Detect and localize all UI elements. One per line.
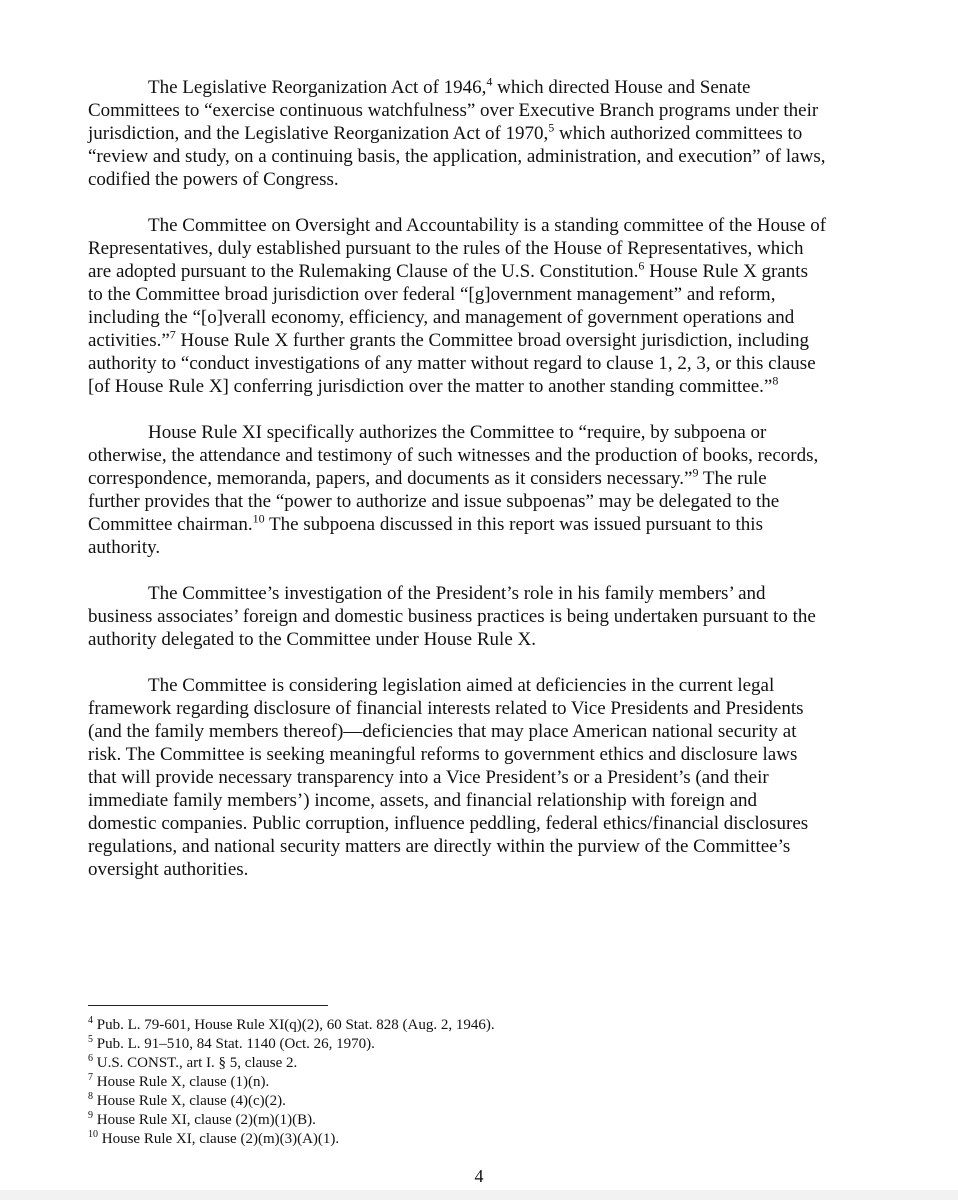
paragraph-text: House Rule X further grants the Committee broad oversight jurisdiction, including authority to “conduct investigations of any matter without regard to clause 1, 2, 3, or this clause [of House Rule X] conferring jurisdiction over the matter to another standing committee.”	[88, 330, 816, 397]
paragraph-text: The Committee’s investigation of the President’s role in his family members’ and business associates’ foreign and domestic business practices is being undertaken pursuant to the authority delegated to the Committee under House Rule X.	[88, 583, 816, 650]
footnote-ref: 8	[772, 373, 779, 388]
footnote-number: 9	[88, 1110, 93, 1121]
footnote-5	[88, 1035, 878, 1054]
footnote-text: U.S. CONST., art I. § 5, clause 2.	[93, 1055, 298, 1071]
footnote-10	[88, 1130, 878, 1149]
paragraph-text: The Committee on Oversight and Accountability is a standing committee of the House of Representatives, duly established pursuant to the rules of the House of Representatives, which are adopted pursuant to the Rulemaking Clause of the U.S. Constitution.	[88, 215, 827, 282]
footnote-7	[88, 1073, 878, 1092]
paragraph-3	[88, 421, 878, 559]
footnote-ref: 7	[169, 327, 176, 342]
footnote-number: 10	[88, 1129, 98, 1140]
paragraph-2	[88, 214, 878, 398]
footnote-6	[88, 1054, 878, 1073]
paragraph-text: The rule further provides that the “power to authorize and issue subpoenas” may be delegated to the Committee chairman.	[88, 468, 780, 535]
footnote-number: 8	[88, 1091, 93, 1102]
footnote-number: 7	[88, 1072, 93, 1083]
paragraph-4	[88, 582, 878, 651]
body-text	[88, 76, 878, 904]
page-number: 4	[474, 1166, 484, 1186]
footnote-text: House Rule XI, clause (2)(m)(3)(A)(1).	[98, 1131, 340, 1147]
page-footer-band	[0, 1190, 958, 1200]
paragraph-text: The Legislative Reorganization Act of 1946,	[148, 77, 487, 98]
footnote-number: 6	[88, 1053, 93, 1064]
paragraph-text: House Rule XI specifically authorizes the Committee to “require, by subpoena or otherwise, the attendance and testimony of such witnesses and the production of books, records, correspondence, memoranda, papers, and documents as it considers necessary.”	[88, 422, 819, 489]
footnote-text: House Rule X, clause (1)(n).	[93, 1074, 270, 1090]
footnote-separator	[88, 1005, 328, 1006]
paragraph-1	[88, 76, 878, 191]
footnote-text: House Rule XI, clause (2)(m)(1)(B).	[93, 1112, 316, 1128]
footnote-number: 5	[88, 1034, 93, 1045]
paragraph-text: The Committee is considering legislation aimed at deficiencies in the current legal framework regarding disclosure of financial interests related to Vice Presidents and Presidents (and the family members thereof)—deficiencies that may place American national security at risk. The Committee is seeking meaningful reforms to government ethics and disclosure laws that will provide necessary transparency into a Vice President’s or a President’s (and their immediate family members’) income, assets, and financial relationship with foreign and domestic companies. Public corruption, influence peddling, federal ethics/financial disclosures regulations, and national security matters are directly within the purview of the Committee’s oversight authorities.	[88, 675, 809, 880]
footnote-ref: 6	[638, 258, 645, 273]
paragraph-text: which directed House and Senate Committees to “exercise continuous watchfulness” over Executive Branch programs under their jurisdiction, and the Legislative Reorganization Act of 1970,	[88, 77, 819, 144]
footnote-ref: 4	[486, 74, 493, 89]
footnote-text: Pub. L. 79-601, House Rule XI(q)(2), 60 Stat. 828 (Aug. 2, 1946).	[93, 1017, 495, 1033]
paragraph-text: The subpoena discussed in this report was issued pursuant to this authority.	[88, 514, 763, 558]
footnotes	[88, 1016, 878, 1149]
paragraph-5	[88, 674, 878, 881]
footnote-text: House Rule X, clause (4)(c)(2).	[93, 1093, 286, 1109]
footnote-ref: 5	[548, 120, 555, 135]
paragraph-text: House Rule X grants to the Committee broad jurisdiction over federal “[g]overnment management” and reform, including the “[o]verall economy, efficiency, and management of government operations and activities.”	[88, 261, 808, 351]
footnote-9	[88, 1111, 878, 1130]
paragraph-text: which authorized committees to “review and study, on a continuing basis, the application, administration, and execution” of laws, codified the powers of Congress.	[88, 123, 826, 190]
footnote-8	[88, 1092, 878, 1111]
footnote-ref: 10	[252, 511, 265, 526]
footnote-4	[88, 1016, 878, 1035]
footnote-number: 4	[88, 1015, 93, 1026]
footnote-text: Pub. L. 91–510, 84 Stat. 1140 (Oct. 26, 1970).	[93, 1036, 375, 1052]
footnote-ref: 9	[692, 465, 699, 480]
